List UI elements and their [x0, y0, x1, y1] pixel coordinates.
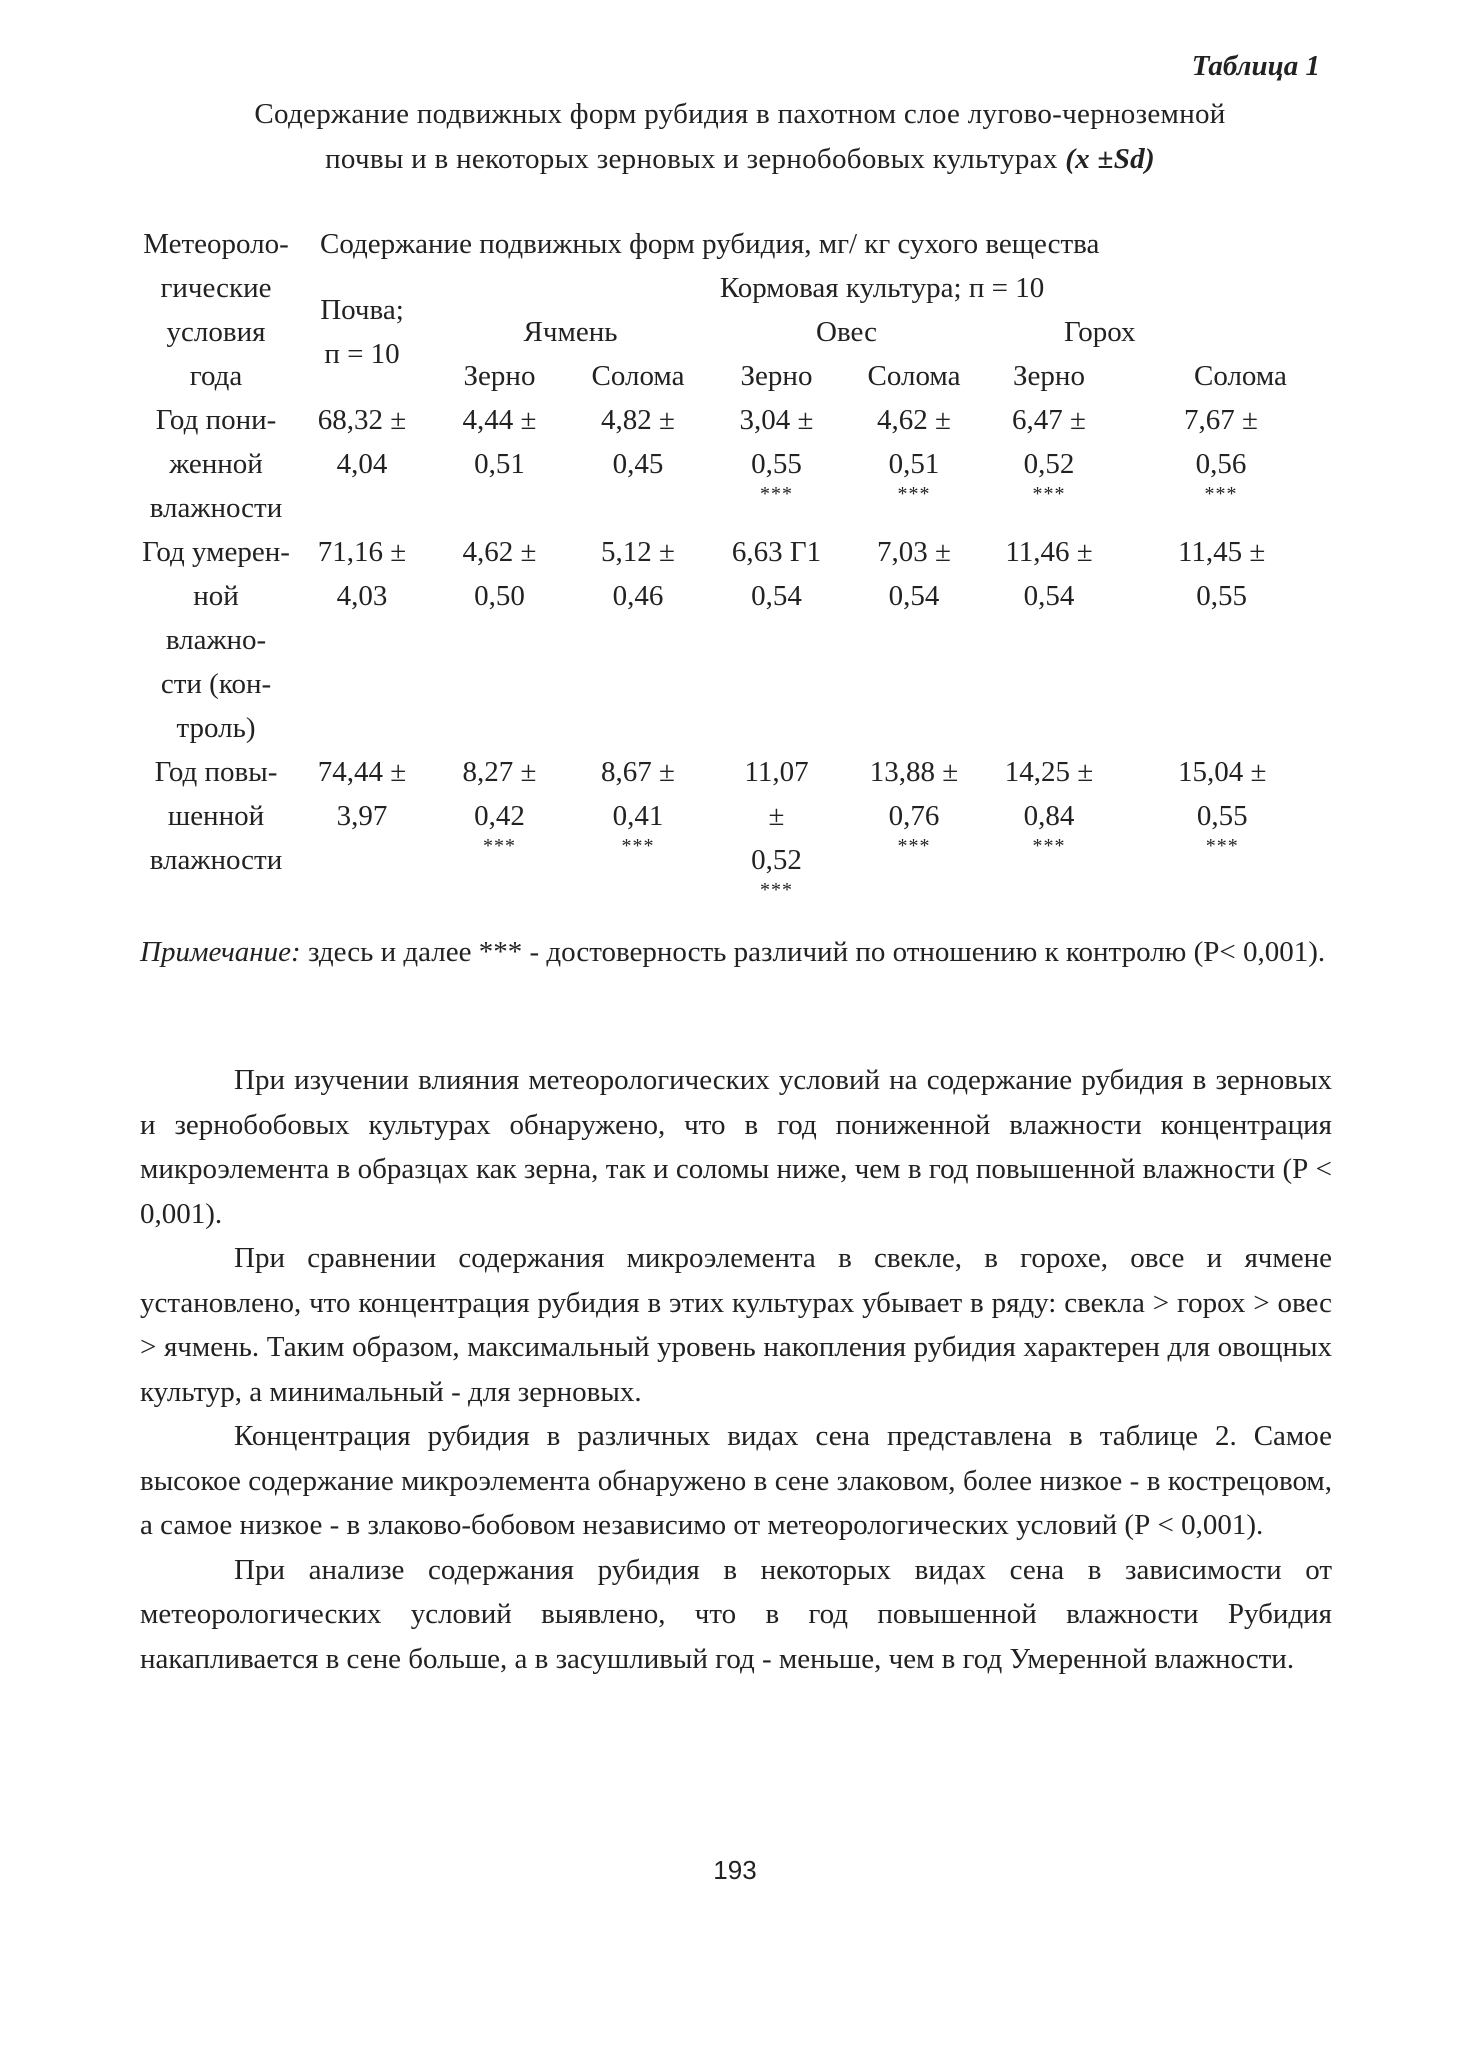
cell-sd: 0,46: [612, 580, 664, 612]
cell-sd: 0,51: [474, 448, 525, 480]
table-cell: [844, 530, 984, 750]
cell-sd: 4,04: [336, 448, 388, 480]
page-number: 193: [713, 1855, 757, 1885]
table-cell: [1114, 750, 1332, 898]
header-soil: [292, 266, 432, 398]
cell-mean: 74,44 ±: [317, 756, 407, 788]
row-condition: [140, 750, 292, 898]
table-cell: [984, 750, 1114, 898]
table-cell: [292, 398, 432, 530]
table-cell: [1114, 530, 1332, 750]
row-condition-line: троль): [176, 712, 256, 744]
header-main: Содержание подвижных форм рубидия, мг/ кг сухого вещества: [320, 228, 1100, 260]
cell-mean: 15,04 ±: [1178, 756, 1267, 788]
table-row: [140, 530, 1332, 750]
table-row: [140, 398, 1332, 530]
cell-sd: 4,03: [336, 580, 388, 612]
header-row-2: [140, 266, 1332, 310]
significance-mark: ***: [1204, 483, 1238, 505]
header-group-oats: Овес: [816, 316, 877, 348]
row-condition-line: сти (кон-: [160, 668, 272, 700]
cell-sd: 0,45: [612, 448, 664, 480]
significance-mark: ***: [897, 835, 931, 857]
significance-mark: ***: [760, 879, 793, 901]
paragraph: При изучении влияния метеорологических условий на содержание рубидия в зерновых и зернобобовых культурах обнаружено, что в год пониженной влажности концентрация микроэлемента в образцах как зерна, так и соломы ниже, чем в год повышенной влажности (Р < 0,001).: [140, 1064, 1332, 1230]
row-condition-line: Год пони-: [155, 404, 277, 436]
cell-mean: 11,45 ±: [1178, 536, 1266, 568]
significance-mark: ***: [897, 483, 931, 505]
significance-mark: ***: [1032, 835, 1066, 857]
cell-mean: 4,62 ±: [462, 536, 537, 568]
cell-mean: 14,25 ±: [1004, 756, 1094, 788]
note-label: Примечание:: [140, 936, 301, 968]
cell-mean: 11,07: [744, 756, 809, 788]
table-cell: [567, 398, 709, 530]
row-condition: [140, 398, 292, 530]
table-cell: [984, 398, 1114, 530]
table-cell: [709, 750, 844, 901]
cell-mean: 4,62 ±: [877, 404, 951, 436]
cell-pm: ±: [768, 800, 785, 832]
table-cell: [432, 398, 567, 530]
table-cell: [432, 530, 567, 750]
significance-mark: ***: [760, 483, 793, 505]
cell-mean: 6,63 Г1: [731, 536, 822, 568]
significance-mark: ***: [1205, 835, 1239, 857]
significance-mark: ***: [621, 835, 655, 857]
table-title-stat: (x ±Sd): [1065, 143, 1155, 175]
cell-sd: 0,55: [1196, 580, 1248, 612]
table-cell: [567, 750, 709, 898]
row-condition-line: влажности: [149, 492, 283, 524]
cell-sd: 0,50: [474, 580, 525, 612]
paragraph: При анализе содержания рубидия в некоторых видах сена в зависимости от метеорологических условий выявлено, что в год повышенной влажности Рубидия накапливается в сене больше, а в засушливый год - меньше, чем в год Умеренной влажности.: [140, 1553, 1332, 1675]
cell-sd: 0,54: [888, 580, 940, 612]
cell-mean: 71,16 ±: [317, 536, 407, 568]
cell-sd: 0,76: [888, 800, 940, 832]
cell-sd: 0,41: [612, 800, 664, 832]
table-note: [140, 930, 1332, 975]
header-group-barley: Ячмень: [523, 316, 618, 348]
cell-sd: 0,84: [1023, 800, 1075, 832]
cell-mean: 8,67 ±: [601, 756, 675, 788]
header-group-peas: Горох: [1064, 316, 1136, 348]
cell-sd: 0,55: [751, 448, 802, 480]
table-cell: [567, 530, 709, 750]
table-title-line-1: Содержание подвижных форм рубидия в пахотном слое лугово-черноземной: [254, 98, 1226, 130]
table-row: [140, 750, 1332, 898]
cell-mean: 4,82 ±: [601, 404, 675, 436]
significance-mark: ***: [1032, 483, 1066, 505]
cell-mean: 7,67 ±: [1184, 404, 1258, 436]
table-title-line-2-text: почвы и в некоторых зерновых и зернобобовых культурах: [325, 143, 1058, 175]
table-cell: [844, 750, 984, 898]
paragraph: При сравнении содержания микроэлемента в свекле, в горохе, овсе и ячмене установлено, что концентрация рубидия в этих культурах убывает в ряду: свекла > горох > овес > ячмень. Таким образом, максимальный уровень накопления рубидия характерен для овощных культур, а минимальный - для зерновых.: [140, 1242, 1332, 1408]
header-conditions-line: Метеороло-: [143, 228, 289, 260]
cell-sd: 0,54: [1023, 580, 1075, 612]
cell-mean: 3,04 ±: [739, 404, 814, 436]
cell-mean: 8,27 ±: [462, 756, 537, 788]
row-condition-line: женной: [169, 448, 263, 480]
cell-mean: 13,88 ±: [869, 756, 959, 788]
note-text: здесь и далее *** - достоверность различий по отношению к контролю (Р< 0,001).: [300, 936, 1326, 968]
header-sub: Солома: [591, 360, 685, 392]
cell-sd: 0,42: [474, 800, 525, 832]
header-row-1: [140, 222, 1332, 266]
row-condition-line: шенной: [167, 800, 265, 832]
table-cell: [292, 750, 432, 898]
row-condition-line: влажности: [149, 844, 283, 876]
header-sub: Солома: [867, 360, 961, 392]
cell-sd: 0,55: [1196, 800, 1248, 832]
data-table: [140, 222, 1332, 901]
header-conditions-line: гические: [160, 272, 272, 304]
cell-sd: 0,54: [751, 580, 802, 612]
cell-mean: 6,47 ±: [1012, 404, 1086, 436]
header-conditions: [140, 222, 292, 398]
body-text: [140, 1058, 1332, 1681]
cell-sd: 0,52: [1023, 448, 1075, 480]
table-title-line-2: [140, 137, 1340, 182]
row-condition: [140, 530, 292, 750]
row-condition-line: Год повы-: [154, 756, 278, 788]
cell-mean: 4,44 ±: [462, 404, 537, 436]
cell-sd: 3,97: [336, 800, 388, 832]
header-sub: Зерно: [740, 360, 813, 392]
header-forage: Кормовая культура; п = 10: [719, 272, 1045, 304]
paragraph: Концентрация рубидия в различных видах сена представлена в таблице 2. Самое высокое содержание микроэлемента обнаружено в сене злаковом, более низкое - в кострецовом, а самое низкое - в злаково-бобовом независимо от метеорологических условий (Р < 0,001).: [140, 1420, 1332, 1541]
cell-mean: 68,32 ±: [317, 404, 407, 436]
header-sub: Солома: [1194, 360, 1287, 392]
cell-sd: 0,56: [1195, 448, 1247, 480]
table-cell: [1114, 398, 1332, 530]
cell-mean: 5,12 ±: [601, 536, 675, 568]
table-cell: [709, 530, 844, 750]
header-soil-line: Почва;: [320, 294, 404, 326]
row-condition-line: Год умерен-: [142, 536, 290, 568]
cell-sd: 0,52: [751, 844, 802, 876]
significance-mark: ***: [483, 835, 516, 857]
header-conditions-line: условия года: [166, 316, 266, 392]
table-cell: [432, 750, 567, 898]
table-cell: [984, 530, 1114, 750]
row-condition-line: ной влажно-: [165, 580, 267, 656]
table-cell: [292, 530, 432, 750]
header-soil-line: п = 10: [324, 338, 400, 370]
header-sub: Зерно: [1013, 360, 1085, 392]
cell-sd: 0,51: [888, 448, 940, 480]
cell-mean: 11,46 ±: [1005, 536, 1093, 568]
table-cell: [709, 398, 844, 530]
table-title: [140, 92, 1340, 182]
table-label: Таблица 1: [1191, 50, 1320, 82]
header-sub: Зерно: [463, 360, 536, 392]
cell-mean: 7,03 ±: [877, 536, 951, 568]
table-cell: [844, 398, 984, 530]
